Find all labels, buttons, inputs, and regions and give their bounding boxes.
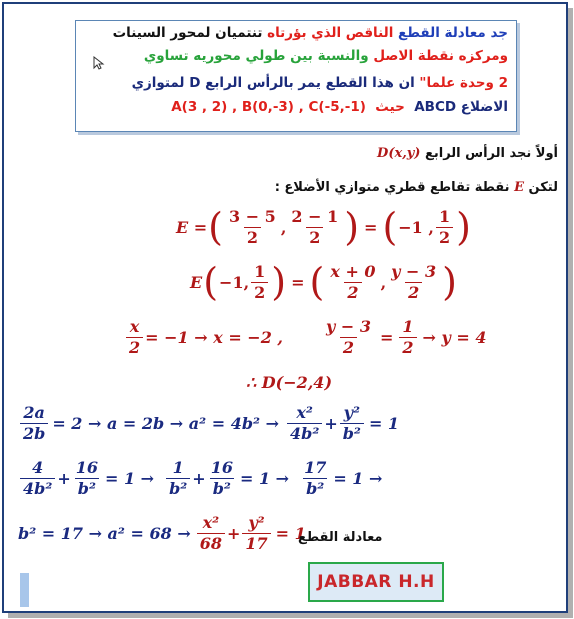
eq1-paren-open-2: ( (382, 205, 398, 250)
eq3-frac-1-num: x (129, 317, 140, 336)
eq2-arg-1: −1, (219, 272, 250, 292)
problem-line-2-part-1: ومركزه نقطة الاصل (368, 48, 508, 64)
eq2-frac-2 (388, 263, 439, 301)
eq6-frac-3 (166, 459, 190, 497)
eq5-frac-1-den: 2b (20, 423, 48, 443)
step-2-text-a: لتكن (528, 180, 558, 195)
eq5-frac-1-num: 2a (23, 403, 45, 422)
eq5-frac-3-den: b² (340, 423, 364, 443)
eq5-frac-3-num: y² (343, 403, 360, 422)
eq1-result-frac-num: 1 (438, 207, 451, 226)
eq6-frac-5-den: b² (303, 478, 327, 498)
eq6-frac-5-num: 17 (304, 458, 327, 477)
eq2-arg-frac-den: 2 (251, 282, 268, 302)
eq1-result-1: −1 , (398, 217, 434, 237)
equation-result-d (246, 373, 332, 392)
step-1-var: D(x,y) (377, 146, 421, 161)
eq2-frac-1-den: 2 (344, 282, 361, 302)
mouse-cursor-icon (92, 56, 106, 70)
problem-line-1-part-2: الناقص الذي بؤرتاه (267, 25, 394, 41)
page-shadow-bottom (8, 613, 573, 618)
step-2-text-b: نقطة تقاطع قطري متوازي الأضلاع : (274, 180, 510, 195)
eq3-frac-3-num: 1 (402, 317, 414, 336)
eq6-plus-2: + (192, 468, 206, 488)
eq6-frac-2 (73, 459, 101, 497)
step-1-line (377, 146, 558, 161)
problem-line-1 (113, 25, 508, 41)
step-2-line (275, 180, 558, 195)
eq7-frac-1-den: 68 (197, 533, 225, 553)
eq7-frac-2 (242, 514, 270, 552)
eq2-paren-close-2: ) (442, 260, 457, 305)
eq3-frac-1-den: 2 (126, 337, 143, 357)
final-equation-label: معادلة القطع (298, 530, 383, 545)
eq6-frac-5 (301, 459, 329, 497)
eq7-part-1: b² = 17 → a² = 68 → (18, 523, 191, 543)
eq2-arg-frac-num: 1 (254, 262, 266, 281)
eq6-frac-1-num: 4 (32, 458, 44, 477)
eq2-paren-close: ) (271, 260, 287, 305)
eq6-frac-3-num: 1 (172, 458, 184, 477)
eq6-part-3: = 1 → (333, 468, 383, 488)
equation-final-ellipse (18, 514, 306, 552)
eq3-part-2: = (379, 327, 394, 347)
eq3-frac-2 (323, 318, 374, 356)
eq6-frac-4-den: b² (210, 478, 234, 498)
eq1-paren-open: ( (208, 205, 223, 250)
eq7-frac-1 (197, 514, 225, 552)
step-2-var: E (514, 180, 525, 195)
eq3-frac-1 (126, 318, 143, 356)
eq5-frac-2-den: 4b² (287, 423, 322, 443)
eq5-part-1: = 2 → a = 2b → a² = 4b² → (52, 413, 279, 433)
problem-line-1-part-3: تنتميان لمحور السينات (112, 25, 268, 41)
footer-accent-bar (20, 573, 29, 607)
problem-line-4-part-2: حيث (375, 99, 405, 115)
problem-line-2-part-2: والنسبة بين طولي محوريه تساوي (143, 48, 369, 64)
eq1-comma: , (280, 217, 287, 237)
problem-line-1-part-1: جد معادلة القطع (393, 25, 508, 41)
equation-midpoint-e (176, 205, 472, 250)
problem-line-4 (171, 99, 508, 115)
equation-midpoint-bd (190, 260, 458, 305)
eq6-part-2: = 1 → (239, 468, 290, 488)
eq2-paren-open-2: ( (309, 260, 325, 305)
eq5-frac-2 (287, 404, 322, 442)
eq7-plus: + (226, 523, 241, 543)
eq1-frac-2 (288, 208, 341, 246)
eq2-comma: , (380, 272, 387, 292)
eq7-frac-2-num: y² (248, 513, 265, 532)
eq1-result-frac (436, 208, 453, 246)
eq6-frac-2-den: b² (75, 478, 99, 498)
eq3-part-3: → y = 4 (422, 327, 487, 347)
eq6-frac-2-num: 16 (75, 458, 98, 477)
eq1-equals: = (364, 217, 378, 237)
problem-line-3 (132, 75, 508, 91)
problem-statement-box (75, 20, 517, 132)
problem-line-2 (144, 48, 508, 64)
eq1-frac-2-den: 2 (306, 227, 323, 247)
eq2-frac-2-num: y − 3 (391, 262, 437, 281)
eq2-frac-1-num: x + 0 (330, 262, 376, 281)
problem-line-4-part-1: الاضلاع ABCD (414, 99, 508, 115)
eq1-lhs: E = (176, 217, 208, 237)
eq6-frac-4 (208, 459, 236, 497)
problem-line-4-points: A(3 , 2) , B(0,-3) , C(-5,-1) (171, 99, 366, 115)
problem-line-3-part-1: 2 وحدة علما" (414, 75, 508, 91)
eq2-arg-frac (251, 263, 268, 301)
eq5-frac-2-num: x² (296, 403, 313, 422)
eq7-part-2: = 1 (275, 523, 306, 543)
eq4-text: ∴ D(−2,4) (246, 373, 333, 392)
eq1-frac-1-den: 2 (244, 227, 261, 247)
eq5-frac-1 (20, 404, 48, 442)
signature-initials: H.H (398, 572, 435, 592)
eq6-frac-4-num: 16 (210, 458, 233, 477)
signature-name: JABBAR (317, 572, 392, 592)
eq3-frac-2-num: y − 3 (325, 317, 371, 336)
eq3-frac-3-den: 2 (399, 337, 416, 357)
eq5-plus: + (324, 413, 338, 433)
problem-line-3-part-2: ان هذا القطع يمر بالرأس الرابع D لمتوازي (131, 75, 415, 91)
author-signature (308, 562, 444, 602)
page-shadow-right (568, 8, 573, 616)
eq1-frac-1 (226, 208, 279, 246)
equation-solve-xy (124, 318, 486, 356)
eq6-frac-3-den: b² (166, 478, 190, 498)
eq2-equals: = (291, 272, 305, 292)
eq2-lhs: E (190, 272, 203, 292)
equation-axes-ratio (18, 404, 399, 442)
eq1-paren-close: ) (344, 205, 360, 250)
eq5-frac-3 (340, 404, 364, 442)
eq3-frac-2-den: 2 (340, 337, 357, 357)
eq2-frac-2-den: 2 (405, 282, 422, 302)
eq6-frac-1 (20, 459, 55, 497)
eq1-paren-close-2: ) (456, 205, 471, 250)
eq2-paren-open: ( (203, 260, 219, 305)
eq1-frac-1-num: 3 − 5 (229, 207, 276, 226)
eq1-frac-2-num: 2 − 1 (291, 207, 339, 226)
eq7-frac-2-den: 17 (242, 533, 270, 553)
equation-substitute-d (18, 459, 382, 497)
eq5-part-2: = 1 (368, 413, 400, 433)
eq6-frac-1-den: 4b² (20, 478, 55, 498)
eq3-frac-3 (399, 318, 416, 356)
eq1-result-frac-den: 2 (436, 227, 453, 247)
step-1-text: أولاً نجد الرأس الرابع (424, 146, 558, 161)
eq6-plus-1: + (57, 468, 71, 488)
eq2-frac-1 (327, 263, 378, 301)
eq3-part-1: = −1 → x = −2 , (145, 327, 283, 347)
eq6-part-1: = 1 → (105, 468, 155, 488)
eq7-frac-1-num: x² (202, 513, 220, 532)
